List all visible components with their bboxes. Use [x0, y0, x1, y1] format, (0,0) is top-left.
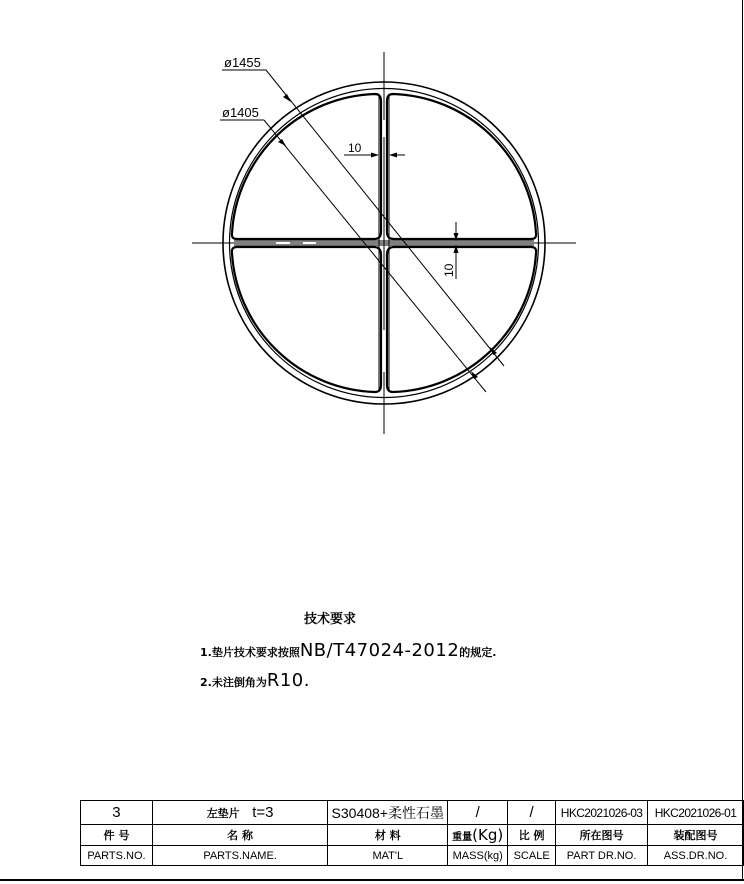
header-part-no-en: PARTS.NO.	[81, 846, 153, 866]
notes-title: 技术要求	[303, 612, 356, 627]
title-block-values-row	[81, 801, 744, 825]
title-block-en-row	[81, 846, 744, 866]
part-no-value: 3	[81, 801, 153, 825]
note1-suffix: 的规定.	[459, 646, 497, 659]
header-part-dr-no-zh: 所在图号	[556, 825, 648, 846]
dim-outer-diameter: ø1455	[224, 55, 261, 70]
window-bottom-left	[232, 247, 381, 392]
header-mass-zh	[448, 825, 508, 846]
dim-inner-diameter: ø1405	[222, 105, 259, 120]
header-material-zh: 材 料	[328, 825, 448, 846]
header-mass-zh-text: 重量	[452, 832, 473, 843]
leader-1405	[264, 120, 486, 392]
window-bottom-right	[387, 247, 536, 392]
header-part-dr-no-en: PART DR.NO.	[556, 846, 648, 866]
note1-code: NB/T47024-2012	[299, 640, 460, 661]
mass-value: /	[448, 801, 508, 825]
header-part-no-zh: 件 号	[81, 825, 153, 846]
dim-rib-horizontal: 10	[442, 263, 456, 277]
ass-dr-no-value: HKC2021026-01	[648, 801, 744, 825]
header-mass-en: MASS(kg)	[448, 846, 508, 866]
header-part-name-en: PARTS.NAME.	[152, 846, 327, 866]
header-mass-unit: (Kg)	[472, 826, 504, 844]
diameter-leaders	[220, 70, 504, 392]
dim-rib-vertical: 10	[348, 141, 362, 155]
title-block-zh-row	[81, 825, 744, 846]
note2-prefix: 2.未注倒角为	[200, 676, 267, 689]
note1-prefix: 1.垫片技术要求按照	[200, 646, 300, 659]
material-value: S30408+柔性石墨	[328, 801, 448, 825]
sheet-border-bottom	[0, 879, 744, 881]
header-ass-dr-no-zh: 装配图号	[648, 825, 744, 846]
scale-value: /	[508, 801, 556, 825]
part-thickness: t=3	[252, 804, 274, 821]
sheet-border-right	[742, 0, 743, 880]
header-scale-zh: 比 例	[508, 825, 556, 846]
title-block	[80, 800, 744, 866]
header-part-name-zh: 名 称	[152, 825, 327, 846]
header-material-en: MAT'L	[328, 846, 448, 866]
part-dr-no-value: HKC2021026-03	[556, 801, 648, 825]
header-ass-dr-no-en: ASS.DR.NO.	[648, 846, 744, 866]
note2-code: R10.	[266, 670, 310, 691]
part-name-value	[152, 801, 327, 825]
part-name-zh: 左垫片	[206, 807, 240, 820]
leader-1455	[266, 70, 504, 366]
header-scale-en: SCALE	[508, 846, 556, 866]
window-top-right	[387, 94, 536, 239]
